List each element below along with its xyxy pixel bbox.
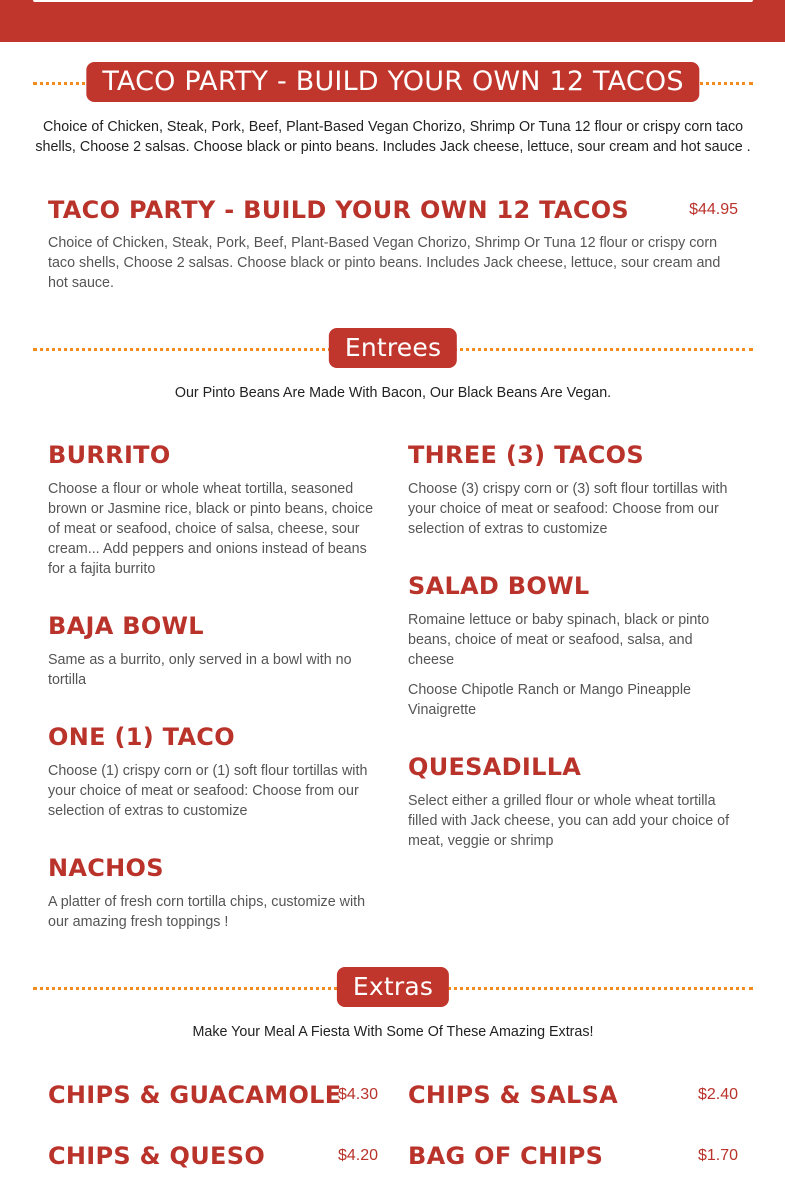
menu-item-price: $1.70	[697, 1147, 738, 1164]
menu-item-title[interactable]: CHIPS & SALSA	[408, 1081, 619, 1109]
menu-item-description: Choose (3) crispy corn or (3) soft flour tortillas with your choice of meat or seafood: Choose from our selection of extras to customize	[408, 481, 728, 537]
menu-item-description-secondary: Choose Chipotle Ranch or Mango Pineapple Vinaigrette	[408, 682, 691, 718]
menu-item-title[interactable]: ONE (1) TACO	[48, 723, 235, 751]
section-description: Make Your Meal A Fiesta With Some Of These Amazing Extras!	[192, 1024, 594, 1040]
menu-item-description: Select either a grilled flour or whole wheat tortilla filled with Jack cheese, you can add your choice of meat, veggie or shrimp	[408, 793, 730, 849]
section-title: Entrees	[329, 328, 457, 368]
menu-item-title[interactable]: BURRITO	[48, 441, 171, 469]
entrees-section-header	[33, 328, 753, 368]
menu-item-price: $4.20	[337, 1147, 378, 1164]
menu-item-title[interactable]: BAG OF CHIPS	[408, 1142, 604, 1170]
menu-item-description: Choose (1) crispy corn or (1) soft flour tortillas with your choice of meat or seafood: Choose from our selection of extras to customize	[48, 763, 368, 819]
section-description: Our Pinto Beans Are Made With Bacon, Our Black Beans Are Vegan.	[174, 385, 612, 401]
menu-item-title[interactable]: BAJA BOWL	[48, 612, 204, 640]
menu-item-title[interactable]: CHIPS & QUESO	[48, 1142, 266, 1170]
section-title: Extras	[337, 967, 449, 1007]
menu-item-title[interactable]: TACO PARTY - BUILD YOUR OWN 12 TACOS	[48, 196, 630, 224]
menu-item-title[interactable]: SALAD BOWL	[408, 572, 590, 600]
menu-item-description: Choose a flour or whole wheat tortilla, seasoned brown or Jasmine rice, black or pinto beans, choice of meat or seafood, choice of salsa, cheese, sour cream... Add peppers and onions instead of beans for a fajita burrito	[48, 481, 374, 577]
menu-item-description: Same as a burrito, only served in a bowl with no tortilla	[48, 652, 352, 688]
top-banner	[0, 0, 785, 42]
menu-item-description: Romaine lettuce or baby spinach, black or pinto beans, choice of meat or seafood, salsa, and cheese	[408, 612, 710, 668]
menu-item-title[interactable]: QUESADILLA	[408, 753, 582, 781]
menu-item-description: Choice of Chicken, Steak, Pork, Beef, Plant-Based Vegan Chorizo, Shrimp Or Tuna 12 flour or crispy corn taco shells, Choose 2 salsas. Choose black or pinto beans. Includes Jack cheese, lettuce, sour cream and hot sauce.	[48, 235, 721, 291]
section-title: TACO PARTY - BUILD YOUR OWN 12 TACOS	[86, 62, 699, 102]
section-description: Choice of Chicken, Steak, Pork, Beef, Plant-Based Vegan Chorizo, Shrimp Or Tuna 12 flour or crispy corn taco shells, Choose 2 salsas. Choose black or pinto beans. Includes Jack cheese, lettuce, sour cream and hot sauce .	[35, 119, 751, 155]
menu-item-title[interactable]: THREE (3) TACOS	[408, 441, 644, 469]
menu-item-title[interactable]: NACHOS	[48, 854, 164, 882]
menu-item-price: $44.95	[689, 201, 738, 218]
menu-item-price: $4.30	[337, 1086, 378, 1103]
menu-item-price: $2.40	[697, 1086, 738, 1103]
menu-item-description: A platter of fresh corn tortilla chips, customize with our amazing fresh toppings !	[48, 894, 366, 930]
extras-section-header	[33, 967, 753, 1007]
menu-item-title[interactable]: CHIPS & GUACAMOLE	[48, 1081, 342, 1109]
taco-party-section-header	[33, 62, 753, 102]
search-bar-edge[interactable]	[33, 0, 753, 2]
